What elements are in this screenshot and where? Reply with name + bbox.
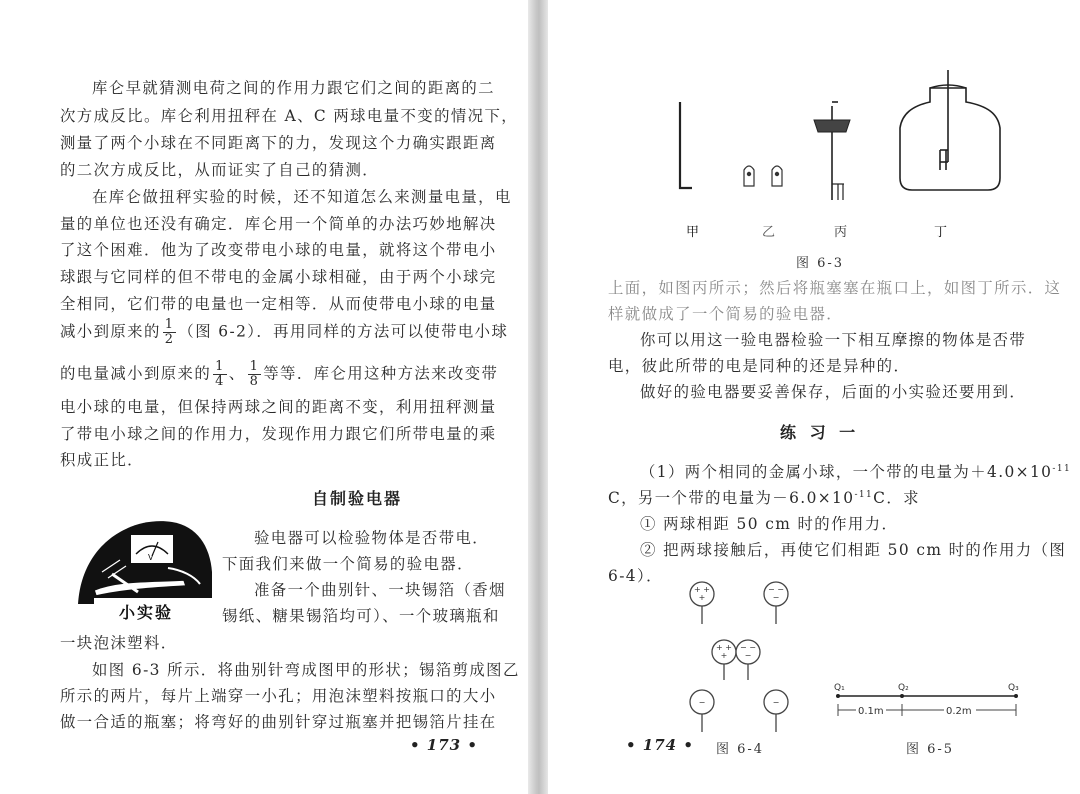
right-page — [548, 0, 1080, 794]
page-number: • 174 • — [626, 736, 694, 754]
charge-label: Q₂ — [898, 683, 909, 693]
figure-6-4 — [678, 576, 808, 736]
charge-label: Q₃ — [1008, 683, 1019, 693]
text-line: 了带电小球之间的作用力，发现作用力跟它们所带电量的乘 — [60, 425, 497, 443]
text-line: 全相同，它们带的电量也一定相等．从而使带电小球的电量 — [60, 295, 497, 313]
text-fragment: 的电量减小到原来的 — [60, 364, 212, 383]
fraction-numerator: 1 — [164, 317, 175, 332]
small-experiment-badge — [72, 512, 220, 624]
fraction-numerator: 1 — [249, 359, 260, 374]
figure-label: 乙 — [762, 225, 776, 240]
exponent: -11 — [1052, 463, 1072, 474]
svg-text:+ +: + + — [716, 643, 732, 652]
exercise-line: ① 两球相距 50 cm 时的作用力． — [640, 515, 899, 533]
svg-text:+: + — [720, 651, 728, 660]
bottle — [900, 70, 1000, 190]
svg-text:−: − — [772, 593, 780, 602]
exercise-line: 6-4）． — [608, 567, 663, 585]
distance-label: 0.2m — [946, 706, 972, 717]
text-line: 验电器可以检验物体是否带电． — [254, 529, 490, 547]
svg-text:−: − — [698, 698, 706, 707]
section-title: 自制验电器 — [312, 489, 403, 508]
fraction — [213, 360, 227, 389]
svg-text:−: − — [744, 651, 752, 660]
fraction-line — [60, 360, 498, 389]
text-fragment: 减小到原来的 — [60, 322, 161, 341]
exercise-line — [608, 486, 920, 508]
text-line: 做好的验电器要妥善保存，后面的小实验还要用到． — [640, 383, 1027, 401]
svg-text:− −: − − — [768, 585, 784, 594]
text-line: 库仑早就猜测电荷之间的作用力跟它们之间的距离的二 — [92, 79, 495, 97]
text-fragment: 、 — [228, 364, 246, 383]
text-fragment: （1）两个相同的金属小球，一个带的电量为＋4.0×10 — [640, 463, 1053, 481]
fraction-line — [60, 318, 508, 347]
text-fragment: 等等．库仑用这种方法来改变带 — [263, 364, 499, 383]
figure-label: 甲 — [686, 225, 700, 240]
exercise-line — [640, 460, 1071, 482]
badge-label: 小实验 — [118, 603, 174, 622]
meter-label: V — [148, 553, 154, 562]
distance-label: 0.1m — [858, 706, 884, 717]
text-line: 所示的两片，每片上端穿一小孔；用泡沫塑料按瓶口的大小 — [60, 687, 497, 705]
text-line: 做一合适的瓶塞；将弯好的曲别针穿过瓶塞并把锡箔片挂在 — [60, 713, 497, 731]
stopper-assembly — [814, 102, 850, 200]
text-line: 积成正比． — [60, 451, 144, 469]
exercise-title: 练 习 一 — [780, 423, 860, 442]
charge-label: Q₁ — [834, 683, 845, 693]
text-fragment: C，另一个带的电量为－6.0×10 — [608, 489, 855, 507]
figure-6-3 — [648, 66, 1038, 246]
figure-caption: 图 6-4 — [716, 742, 765, 757]
book-gutter — [528, 0, 548, 794]
fraction — [163, 318, 177, 347]
figure-caption: 图 6-5 — [906, 742, 955, 757]
text-line: 量的单位也还没有确定．库仑用一个简单的办法巧妙地解决 — [60, 215, 497, 233]
svg-text:+ +: + + — [694, 585, 710, 594]
figure-caption: 图 6-3 — [796, 256, 845, 271]
paperclip-shape — [680, 102, 692, 188]
text-line: 一块泡沫塑料． — [60, 634, 178, 652]
text-line: 如图 6-3 所示．将曲别针弯成图甲的形状；锡箔剪成图乙 — [92, 661, 520, 679]
left-page — [0, 0, 528, 794]
foil-pieces — [744, 166, 782, 186]
text-fragment: （图 6-2）．再用同样的方法可以使带电小球 — [178, 322, 509, 341]
svg-text:−: − — [772, 698, 780, 707]
exercise-line: ② 把两球接触后，再使它们相距 50 cm 时的作用力（图 — [640, 541, 1067, 559]
text-line: 的二次方成反比，从而证实了自己的猜测． — [60, 161, 380, 179]
text-line: 准备一个曲别针、一块锡箔（香烟 — [254, 581, 506, 599]
exponent: -11 — [854, 489, 874, 500]
text-line: 电，彼此所带的电是同种的还是异种的． — [608, 357, 911, 375]
text-fragment: C．求 — [873, 489, 920, 507]
fraction-numerator: 1 — [215, 359, 225, 374]
fraction-denominator: 8 — [249, 374, 260, 389]
text-line: 球跟与它同样的但不带电的金属小球相碰，由于两个小球完 — [60, 268, 497, 286]
figure-6-5 — [832, 680, 1022, 730]
fraction-denominator: 4 — [215, 374, 225, 389]
figure-label: 丁 — [934, 225, 948, 240]
svg-text:+: + — [698, 593, 706, 602]
page-number: • 173 • — [410, 736, 478, 754]
figure-label: 丙 — [834, 225, 848, 240]
text-line: 测量了两个小球在不同距离下的力，发现这个力确实跟距离 — [60, 134, 497, 152]
text-line: 锡纸、糖果锡箔均可）、一个玻璃瓶和 — [222, 607, 500, 625]
text-line: 下面我们来做一个简易的验电器． — [222, 555, 474, 573]
fraction-denominator: 2 — [164, 332, 175, 347]
text-line: 你可以用这一验电器检验一下相互摩擦的物体是否带 — [640, 331, 1027, 349]
text-line: 上面，如图丙所示；然后将瓶塞塞在瓶口上，如图丁所示．这 — [608, 279, 1062, 297]
text-line: 了这个困难．他为了改变带电小球的电量，就将这个带电小 — [60, 241, 497, 259]
text-line: 样就做成了一个简易的验电器． — [608, 305, 844, 323]
fraction — [248, 360, 262, 389]
svg-text:− −: − − — [740, 643, 756, 652]
text-line: 电小球的电量，但保持两球之间的距离不变，利用扭秤测量 — [60, 398, 497, 416]
text-line: 次方成反比。库仑利用扭秤在 A、C 两球电量不变的情况下， — [60, 107, 519, 125]
text-line: 在库仑做扭秤实验的时候，还不知道怎么来测量电量，电 — [92, 188, 512, 206]
experiment-illustration — [72, 512, 220, 624]
